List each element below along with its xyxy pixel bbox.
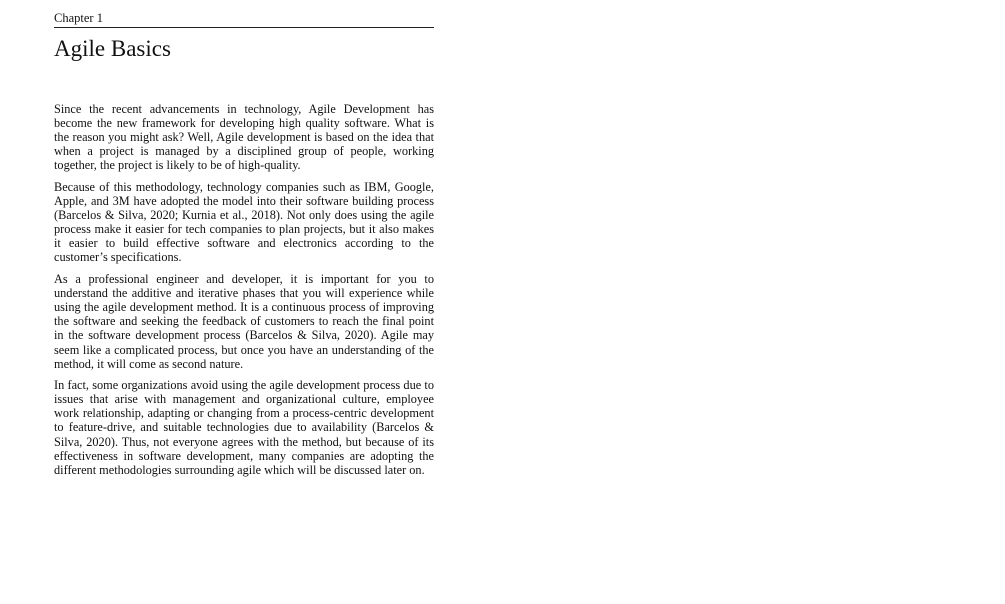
document-page xyxy=(54,11,434,484)
paragraph-1: Since the recent advancements in technology, Agile Development has become the new framework for developing high quality software. What is the reason you might ask? Well, Agile development is based on the idea that when a project is managed by a disciplined group of people, working together, the project is likely to be of high-quality. xyxy=(54,102,434,173)
chapter-header: Chapter 1 xyxy=(54,11,434,28)
paragraph-4: In fact, some organizations avoid using the agile development process due to issues that arise with management and organizational culture, employee work relationship, adapting or changing from a process-centric development to feature-drive, and suitable technologies due to availability (Barcelos & Silva, 2020). Thus, not everyone agrees with the method, but because of its effectiveness in software development, many companies are adopting the different methodologies surrounding agile which will be discussed later on. xyxy=(54,378,434,477)
paragraph-2: Because of this methodology, technology companies such as IBM, Google, Apple, and 3M have adopted the model into their software building process (Barcelos & Silva, 2020; Kurnia et al., 2018). Not only does using the agile process make it easier for tech companies to plan projects, but it also makes it easier to build effective software and electronics according to the customer’s specifications. xyxy=(54,179,434,265)
paragraph-3: As a professional engineer and developer, it is important for you to understand the additive and iterative phases that you will experience while using the agile development method. It is a continuous process of improving the software and seeking the feedback of customers to reach the final point in the software development process (Barcelos & Silva, 2020). Agile may seem like a complicated process, but once you have an understanding of the method, it will come as second nature. xyxy=(54,272,434,371)
body-text xyxy=(54,102,434,477)
chapter-title: Agile Basics xyxy=(54,36,171,61)
